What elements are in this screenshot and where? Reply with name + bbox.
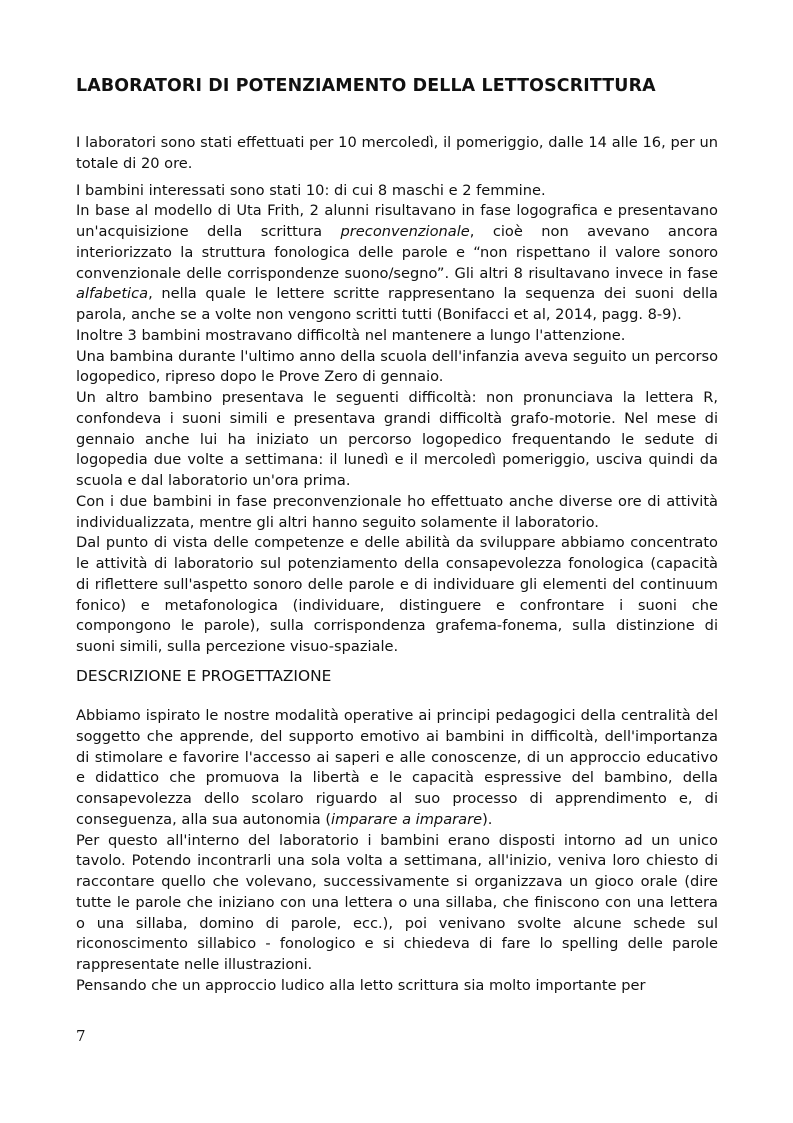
page-title: LABORATORI DI POTENZIAMENTO DELLA LETTOSCRITTURA (76, 76, 656, 96)
paragraph-principles: Abbiamo ispirato le nostre modalità operative ai principi pedagogici della centralità del soggetto che apprende, del supporto emotivo ai bambini in difficoltà, dell'importanza di stimolare e favorire l'accesso ai saperi e alle conoscenze, di un approccio educativo e didattico che promuova la libertà e le capacità espressive del bambino, della consapevolezza dello scolaro riguardo al suo processo di apprendimento e, di conseguenza, alla sua autonomia (imparare a imparare). (76, 707, 718, 828)
paragraph-schedule: I laboratori sono stati effettuati per 10 mercoledì, il pomeriggio, dalle 14 alle 16, per un totale di 20 ore. (76, 134, 718, 172)
section-description (76, 706, 718, 997)
page-number: 7 (76, 1027, 86, 1045)
paragraph-girl: Una bambina durante l'ultimo anno della scuola dell'infanzia aveva seguito un percorso logopedico, ripreso dopo le Prove Zero di gennaio. (76, 347, 718, 386)
section-heading: DESCRIZIONE E PROGETTAZIONE (76, 667, 332, 685)
paragraph-children: I bambini interessati sono stati 10: di cui 8 maschi e 2 femmine. (76, 181, 546, 199)
paragraph-competences: Dal punto di vista delle competenze e delle abilità da sviluppare abbiamo concentrato le attività di laboratorio sul potenziamento della consapevolezza fonologica (capacità di riflettere sull'aspetto sonoro delle parole e di individuare gli elementi del continuum fonico) e metafonologica (individuare, distinguere e confrontare i suoni che compongono le parole), sulla corrispondenza grafema-fonema, sulla distinzione di suoni simili, sulla percezione visuo-spaziale. (76, 534, 718, 655)
paragraph-organisation: Per questo all'interno del laboratorio i bambini erano disposti intorno ad un unico tavolo. Potendo incontrarli una sola volta a settimana, all'inizio, veniva loro chiesto di raccontare quello che volevano, successivamente si organizzava un gioco orale (dire tutte le parole che iniziano con una lettera o una sillaba, che finiscono con una lettera o una sillaba, domino di parole, ecc.), poi venivano svolte alcune schede sul riconoscimento sillabico - fonologico e si chiedeva di fare lo spelling delle parole rappresentate nelle illustrazioni. (76, 831, 718, 973)
paragraph-playful: Pensando che un approccio ludico alla letto scrittura sia molto importante per (76, 976, 646, 994)
paragraph-attention: Inoltre 3 bambini mostravano difficoltà nel mantenere a lungo l'attenzione. (76, 326, 626, 344)
paragraph-individual: Con i due bambini in fase preconvenzionale ho effettuato anche diverse ore di attività individualizzata, mentre gli altri hanno seguito solamente il laboratorio. (76, 492, 718, 531)
paragraph-frith-model: In base al modello di Uta Frith, 2 alunni risultavano in fase logografica e presentavano un'acquisizione della scrittura preconvenzionale, cioè non avevano ancora interiorizzato la struttura fonologica delle parole e “non rispettano il valore sonoro convenzionale delle corrispondenze suono/segno”. Gli altri 8 risultavano invece in fase alfabetica, nella quale le lettere scritte rappresentano la sequenza dei suoni della parola, anche se a volte non vengono scritti tutti (Bonifacci et al, 2014, pagg. 8-9). (76, 202, 718, 323)
section-intro (76, 133, 718, 658)
paragraph-boy: Un altro bambino presentava le seguenti difficoltà: non pronunciava la lettera R, confondeva i suoni simili e presentava grandi difficoltà grafo-motorie. Nel mese di gennaio anche lui ha iniziato un percorso logopedico frequentando le sedute di logopedia due volte a settimana: il lunedì e il mercoledì pomeriggio, usciva quindi da scuola e dal laboratorio un'ora prima. (76, 389, 718, 489)
